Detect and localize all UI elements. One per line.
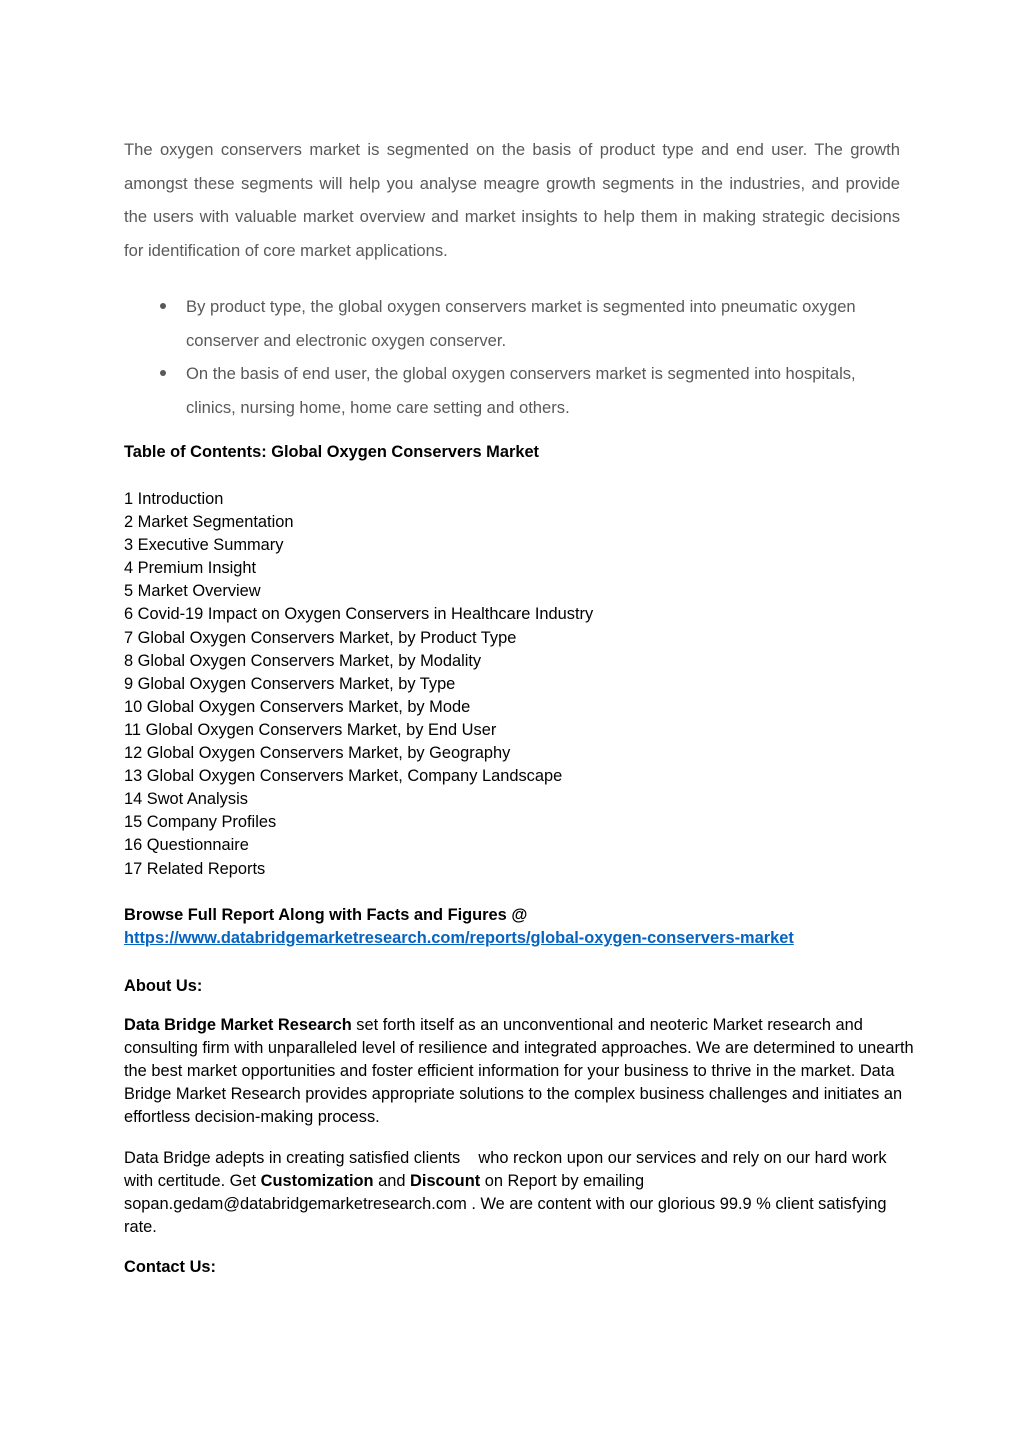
toc-item: 9 Global Oxygen Conservers Market, by Type: [124, 674, 456, 693]
intro-paragraph: The oxygen conservers market is segmented on the basis of product type and end user. The growth amongst these segments will help you analyse meagre growth segments in the industries, and provide the users with valuable market overview and market insights to help them in making strategic decisions for identification of core market applications.: [124, 140, 900, 260]
browse-label: Browse Full Report Along with Facts and Figures @: [124, 906, 528, 924]
customization-label: Customization: [260, 1172, 374, 1191]
contact-heading: Contact Us:: [124, 1258, 216, 1276]
toc-item: 5 Market Overview: [124, 582, 261, 601]
toc-item: 15 Company Profiles: [124, 813, 277, 832]
toc-item: 12 Global Oxygen Conservers Market, by Geography: [124, 744, 511, 763]
toc-item: 1 Introduction: [124, 490, 224, 508]
toc-item: 3 Executive Summary: [124, 536, 284, 555]
toc-item: 10 Global Oxygen Conservers Market, by Mode: [124, 697, 471, 716]
toc-item: 17 Related Reports: [124, 859, 266, 878]
bullet-text: By product type, the global oxygen conservers market is segmented into pneumatic oxygen conserver and electronic oxygen conserver.: [186, 297, 856, 350]
toc-item: 13 Global Oxygen Conservers Market, Company Landscape: [124, 767, 563, 786]
report-link[interactable]: https://www.databridgemarketresearch.com/reports/global-oxygen-conservers-market: [124, 929, 794, 947]
toc-item: 11 Global Oxygen Conservers Market, by End User: [124, 720, 497, 739]
discount-label: Discount: [410, 1172, 481, 1191]
toc-item: 2 Market Segmentation: [124, 513, 294, 532]
browse-section: [124, 904, 794, 950]
about-paragraph-2: [124, 1147, 914, 1239]
company-name: Data Bridge Market Research: [124, 1016, 352, 1034]
about-paragraph-1-text: set forth itself as an unconventional and neoteric Market research and consulting firm with unparalleled level of resilience and integrated approaches. We are determined to unearth the best market opportunities and foster efficient information for your business to thrive in the market. Data Bridge Market Research provides appropriate solutions to the complex business challenges and initiates an effortless decision-making process.: [124, 1016, 914, 1127]
bullet-item-end-user: [124, 357, 856, 424]
about-paragraph-1: [124, 1014, 914, 1129]
bullet-item-product-type: [124, 290, 856, 357]
toc-item: 8 Global Oxygen Conservers Market, by Modality: [124, 651, 482, 670]
about-paragraph-2-text-a: Data Bridge adepts in creating satisfied clients who reckon upon our services and rely on our hard work with certitude. Get: [124, 1149, 892, 1191]
toc-item: 16 Questionnaire: [124, 836, 249, 855]
toc-title: Table of Contents: Global Oxygen Conservers Market: [124, 443, 540, 461]
toc-item: 14 Swot Analysis: [124, 790, 248, 809]
bullet-text: On the basis of end user, the global oxygen conservers market is segmented into hospitals, clinics, nursing home, home care setting and others.: [186, 364, 856, 417]
toc-item: 4 Premium Insight: [124, 559, 257, 578]
segment-bullet-list: [124, 290, 900, 424]
bullet-dot-icon: [160, 303, 166, 309]
about-paragraph-2-text-b: on Report by emailing sopan.gedam@databridgemarketresearch.com . We are content with our glorious 99.9 % client satisfying rate.: [124, 1172, 887, 1237]
about-heading: About Us:: [124, 977, 203, 995]
toc-item: 7 Global Oxygen Conservers Market, by Product Type: [124, 628, 517, 647]
toc-list: [124, 488, 593, 881]
and-text: and: [373, 1172, 411, 1191]
bullet-dot-icon: [160, 370, 166, 376]
toc-item: 6 Covid-19 Impact on Oxygen Conservers in Healthcare Industry: [124, 605, 594, 624]
